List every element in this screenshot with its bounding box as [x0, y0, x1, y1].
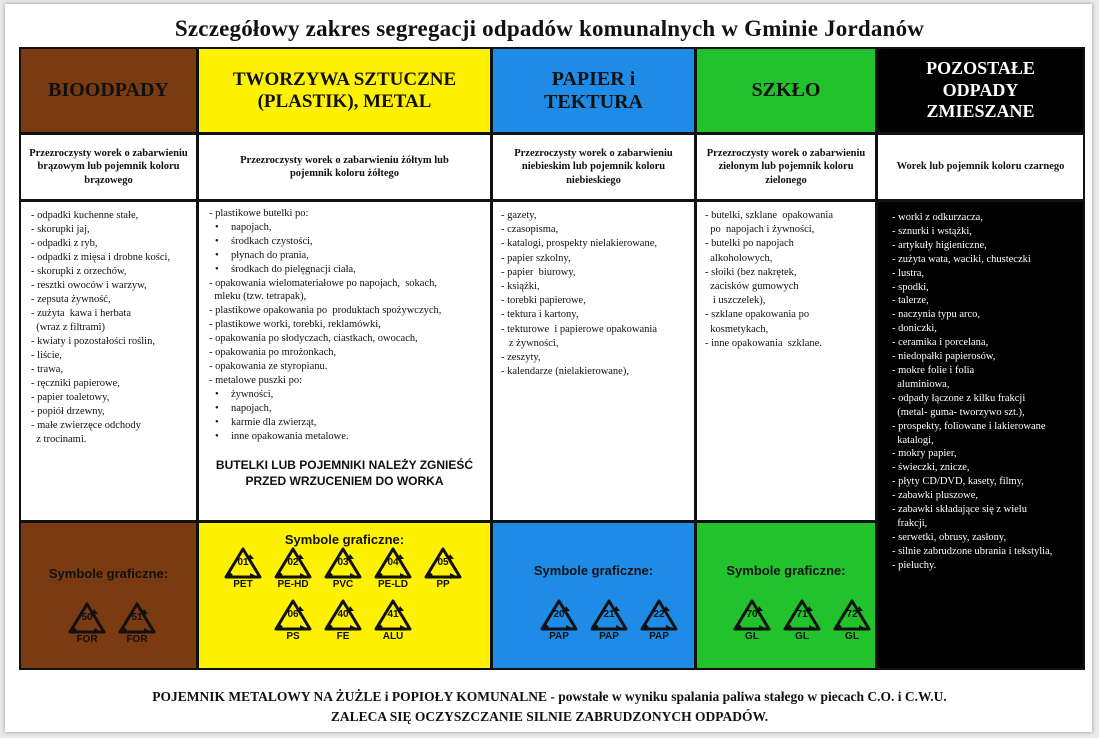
recycling-symbol-icon: [223, 546, 263, 592]
recycling-symbol-icon: [373, 546, 413, 592]
items-bioodpady: [21, 202, 196, 520]
list-item: - spodki,: [892, 281, 929, 293]
recycling-code: 20: [553, 609, 565, 620]
list-item: mleku (tzw. tetrapak),: [209, 291, 307, 303]
list-item: - książki,: [501, 281, 540, 293]
footer-line-2: ZALECA SIĘ OCZYSZCZANIE SILNIE ZABRUDZONYCH ODPADÓW.: [330, 709, 769, 724]
list-item: - płyty CD/DVD, kasety, filmy,: [892, 476, 1024, 488]
recycling-abbr: PE-HD: [277, 579, 309, 590]
list-item: - niedopałki papierosów,: [892, 351, 996, 363]
recycling-code: 22: [653, 609, 665, 620]
list-item: i uszczelek),: [705, 295, 766, 307]
symbols-label: Symbole graficzne:: [726, 563, 846, 578]
list-item: - czasopisma,: [501, 224, 559, 236]
bag-szklo: Przezroczysty worek o zabarwieniu zielonym lub pojemnik koloru zielonego: [697, 135, 875, 199]
list-item: - talerze,: [892, 295, 929, 307]
header-tworzywa-label: TWORZYWA SZTUCZNE (PLASTIK), METAL: [232, 69, 457, 112]
items-tworzywa: [199, 202, 490, 520]
list-item: • napojach,: [209, 402, 484, 416]
list-item: - kwiaty i pozostałości roślin,: [31, 336, 155, 347]
symbols-tworzywa: [199, 523, 490, 668]
bag-papier: Przezroczysty worek o zabarwieniu niebieskim lub pojemnik koloru niebieskiego: [493, 135, 694, 199]
items-papier: [493, 202, 694, 520]
bag-tworzywa: Przezroczysty worek o zabarwieniu żółtym lub pojemnik koloru żółtego: [199, 135, 490, 199]
recycling-symbol-icon: [539, 598, 579, 644]
items-pozostale: [878, 202, 1083, 668]
list-item: - kalendarze (nielakierowane),: [501, 366, 629, 378]
recycling-symbol-icon: [589, 598, 629, 644]
list-item: - mokre folie i folia: [892, 364, 975, 376]
recycling-symbol-icon: [732, 598, 772, 644]
list-item: - opakowania ze styropianu.: [209, 360, 328, 372]
list-item: kosmetykach,: [705, 323, 769, 335]
header-papier-label: PAPIER i TEKTURA: [544, 68, 643, 113]
list-item: - słoiki (bez nakrętek,: [705, 266, 797, 278]
recycling-code: 40: [337, 609, 349, 620]
list-item: - zużyta kawa i herbata: [31, 308, 131, 319]
list-item: - odpadki z mięsa i drobne kości,: [31, 252, 171, 263]
list-item: - odpadki z ryb,: [31, 238, 98, 249]
recycling-abbr: PS: [286, 631, 300, 642]
segregation-table: [19, 47, 1085, 670]
list-item: - metalowe puszki po:: [209, 374, 303, 386]
list-item: - naczynia typu arco,: [892, 309, 981, 321]
list-item: • płynach do prania,: [209, 249, 484, 263]
list-item: - papier szkolny,: [501, 252, 571, 264]
list-item: - liście,: [31, 350, 62, 361]
list-item: - zużyta wata, waciki, chusteczki: [892, 253, 1031, 265]
list-item: - katalogi, prospekty nielakierowane,: [501, 238, 657, 250]
list-item: - papier biurowy,: [501, 266, 576, 278]
recycling-code: 41: [387, 609, 399, 620]
list-item: - zabawki składające się z wielu: [892, 504, 1027, 516]
list-item: - mokry papier,: [892, 448, 957, 460]
recycling-abbr: PET: [233, 579, 253, 590]
list-item: alkoholowych,: [705, 252, 773, 264]
recycling-abbr: FOR: [126, 634, 148, 645]
recycling-abbr: ALU: [382, 631, 404, 642]
recycling-symbol-icon: [323, 598, 363, 644]
list-item: - resztki owoców i warzyw,: [31, 280, 147, 291]
header-bioodpady-label: BIOODPADY: [48, 79, 169, 102]
list-item: zacisków gumowych: [705, 281, 799, 293]
recycling-symbol-icon: [639, 598, 679, 644]
list-item: - odpadki kuchenne stałe,: [31, 210, 139, 221]
list-item: - zabawki pluszowe,: [892, 490, 979, 502]
recycling-abbr: PAP: [549, 631, 569, 642]
list-item: - ceramika i porcelana,: [892, 337, 989, 349]
recycling-abbr: PAP: [649, 631, 669, 642]
list-item: • środkach do pielęgnacji ciała,: [209, 263, 484, 277]
header-tworzywa: [199, 49, 490, 132]
list-item: - skorupki z orzechów,: [31, 266, 127, 277]
recycling-abbr: GL: [845, 631, 859, 642]
list-item: - serwetki, obrusy, zasłony,: [892, 531, 1007, 543]
recycling-abbr: PE-LD: [378, 579, 408, 590]
recycling-code: 51: [131, 612, 143, 623]
recycling-abbr: PP: [436, 579, 450, 590]
crush-note: BUTELKI LUB POJEMNIKI NALEŻY ZGNIEŚĆ PRZED WRZUCENIEM DO WORKA: [215, 458, 474, 489]
recycling-code: 50: [81, 612, 93, 623]
list-item: - tekturowe i papierowe opakowania: [501, 323, 657, 335]
list-item: z trocinami.: [31, 434, 87, 445]
list-item: aluminiowa,: [892, 378, 950, 390]
list-item: - świeczki, znicze,: [892, 462, 970, 474]
list-item: - zeszyty,: [501, 352, 541, 364]
symbols-papier: [493, 523, 694, 668]
recycling-symbol-icon: [273, 598, 313, 644]
recycling-abbr: PVC: [332, 579, 354, 590]
recycling-abbr: GL: [795, 631, 809, 642]
list-item: - inne opakowania szklane.: [705, 337, 822, 349]
symbols-label: Symbole graficzne:: [48, 566, 169, 581]
recycling-symbol-icon: [323, 546, 363, 592]
list-item: - gazety,: [501, 210, 537, 221]
recycling-symbol-icon: [373, 598, 413, 644]
recycling-abbr: FOR: [76, 634, 98, 645]
header-bioodpady: [21, 49, 196, 132]
recycling-symbol-icon: [117, 601, 157, 647]
bag-bioodpady: Przezroczysty worek o zabarwieniu brązowym lub pojemnik koloru brązowego: [21, 135, 196, 199]
recycling-code: 03: [337, 557, 349, 568]
list-item: - butelki po napojach: [705, 238, 794, 250]
list-item: - odpady łączone z kilku frakcji: [892, 392, 1026, 404]
bag-pozostale: Worek lub pojemnik koloru czarnego: [878, 135, 1083, 199]
footer-line-1: POJEMNIK METALOWY NA ŻUŻLE i POPIOŁY KOMUNALNE - powstałe w wyniku spalania paliwa stałego w piecach C.O. i C.W.U.: [152, 689, 947, 704]
header-pozostale-label: POZOSTAŁE ODPADY ZMIESZANE: [926, 57, 1035, 122]
list-item: - opakowania po słodyczach, ciastkach, owocach,: [209, 333, 418, 345]
header-pozostale: [878, 49, 1083, 132]
list-item: z żywności,: [501, 337, 559, 349]
list-item: - lustra,: [892, 267, 925, 279]
recycling-symbol-icon: [67, 601, 107, 647]
items-szklo: [697, 202, 875, 520]
list-item: - plastikowe butelki po:: [209, 208, 309, 219]
list-item: - papier toaletowy,: [31, 392, 110, 403]
symbols-label: Symbole graficzne:: [284, 532, 405, 547]
list-item: • środkach czystości,: [209, 235, 484, 249]
recycling-symbol-icon: [832, 598, 872, 644]
list-item: - trawa,: [31, 364, 64, 375]
recycling-code: 06: [287, 609, 299, 620]
recycling-code: 21: [603, 609, 615, 620]
recycling-code: 01: [237, 557, 249, 568]
recycling-symbol-icon: [273, 546, 313, 592]
list-item: - artykuły higieniczne,: [892, 239, 987, 251]
recycling-symbol-icon: [423, 546, 463, 592]
recycling-abbr: GL: [745, 631, 759, 642]
list-item: (wraz z filtrami): [31, 322, 106, 333]
list-item: - małe zwierzęce odchody: [31, 420, 141, 431]
symbols-szklo: [697, 523, 875, 668]
recycling-abbr: PAP: [599, 631, 619, 642]
list-item: - prospekty, foliowane i lakierowane: [892, 420, 1046, 432]
header-szklo: [697, 49, 875, 132]
list-item: - ręczniki papierowe,: [31, 378, 120, 389]
recycling-code: 04: [387, 557, 399, 568]
list-item: - butelki, szklane opakowania: [705, 210, 833, 221]
list-item: (metal- guma- tworzywo szt.),: [892, 406, 1025, 418]
recycling-code: 71: [796, 609, 808, 620]
list-item: - zepsuta żywność,: [31, 294, 111, 305]
list-item: - szklane opakowania po: [705, 309, 810, 321]
list-item: - torebki papierowe,: [501, 295, 586, 307]
header-szklo-label: SZKŁO: [751, 79, 821, 102]
list-item: - opakowania po mrożonkach,: [209, 347, 337, 359]
list-item: - skorupki jaj,: [31, 224, 90, 235]
recycling-abbr: FE: [336, 631, 350, 642]
list-item: frakcji,: [892, 517, 928, 529]
list-item: • inne opakowania metalowe.: [209, 430, 484, 444]
list-item: • żywności,: [209, 388, 484, 402]
recycling-symbol-icon: [782, 598, 822, 644]
list-item: - sznurki i wstążki,: [892, 225, 972, 237]
recycling-code: 05: [437, 557, 449, 568]
list-item: • karmie dla zwierząt,: [209, 416, 484, 430]
list-item: • napojach,: [209, 221, 484, 235]
list-item: - worki z odkurzacza,: [892, 212, 983, 223]
list-item: - doniczki,: [892, 323, 937, 335]
list-item: - silnie zabrudzone ubrania i tekstylia,: [892, 545, 1053, 557]
symbols-label: Symbole graficzne:: [533, 563, 654, 578]
symbols-bioodpady: [21, 523, 196, 668]
list-item: katalogi,: [892, 434, 934, 446]
list-item: - popiół drzewny,: [31, 406, 105, 417]
list-item: po napojach i żywności,: [705, 224, 815, 236]
header-papier: [493, 49, 694, 132]
list-item: - tektura i kartony,: [501, 309, 579, 321]
list-item: - opakowania wielomateriałowe po napojach, sokach,: [209, 277, 438, 289]
recycling-code: 70: [746, 609, 758, 620]
list-item: - pieluchy.: [892, 559, 937, 571]
recycling-code: 72: [846, 609, 858, 620]
list-item: - plastikowe worki, torebki, reklamówki,: [209, 319, 381, 331]
page-title: Szczegółowy zakres segregacji odpadów komunalnych w Gminie Jordanów: [174, 16, 925, 41]
list-item: - plastikowe opakowania po produktach spożywczych,: [209, 305, 442, 317]
recycling-code: 02: [287, 557, 299, 568]
